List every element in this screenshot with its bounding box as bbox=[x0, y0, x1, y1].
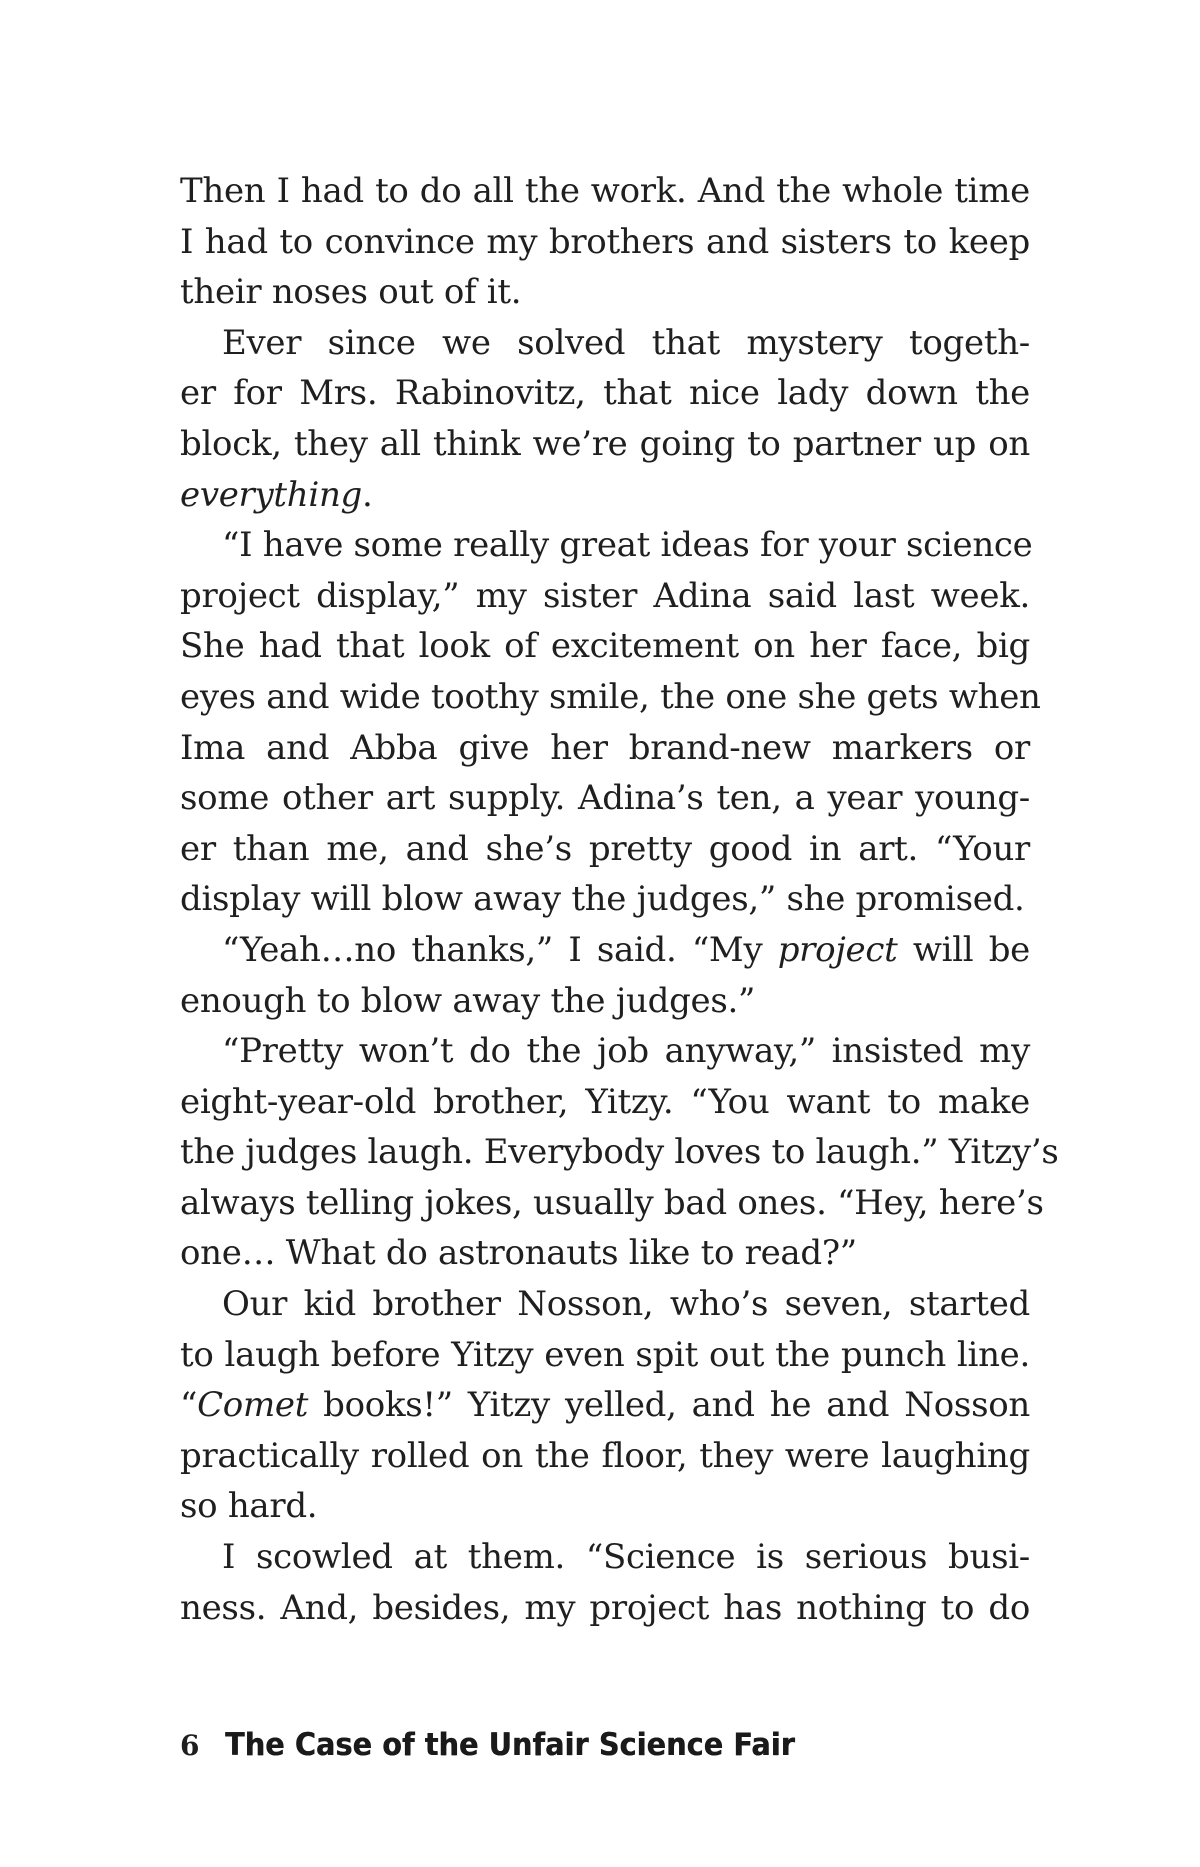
text-line bbox=[180, 824, 1030, 875]
text-run: er for Mrs. Rabinovitz, that nice lady down the bbox=[180, 373, 1030, 414]
text-line bbox=[180, 470, 1030, 521]
text-run: “ bbox=[180, 1385, 198, 1426]
text-run: books!” Yitzy yelled, and he and Nosson bbox=[308, 1385, 1030, 1426]
text-run: the judges laugh. Everybody loves to laugh.” Yitzy’s bbox=[180, 1132, 1059, 1173]
text-line bbox=[180, 1228, 1030, 1279]
text-line bbox=[180, 1380, 1030, 1431]
page-number: 6 bbox=[180, 1729, 200, 1762]
text-run: Then I had to do all the work. And the whole time bbox=[180, 171, 1030, 211]
text-run: She had that look of excitement on her face, big bbox=[180, 626, 1030, 667]
text-run: block, they all think we’re going to partner up on bbox=[180, 423, 1030, 464]
text-run: will be bbox=[897, 929, 1031, 970]
text-run: ness. And, besides, my project has nothing to do bbox=[180, 1587, 1030, 1628]
text-line bbox=[180, 621, 1030, 672]
text-line bbox=[180, 1583, 1030, 1634]
paragraph bbox=[180, 520, 1041, 925]
text-run: “I have some really great ideas for your science bbox=[222, 525, 1033, 566]
text-line bbox=[180, 1330, 1030, 1381]
paragraph bbox=[180, 1026, 1059, 1279]
text-line bbox=[180, 318, 1030, 369]
text-line bbox=[180, 520, 1033, 571]
text-run: project display,” my sister Adina said last week. bbox=[180, 575, 1030, 616]
text-line bbox=[180, 925, 1030, 976]
text-run: to laugh before Yitzy even spit out the punch line. bbox=[180, 1334, 1030, 1375]
text-line bbox=[180, 571, 1030, 622]
text-run: some other art supply. Adina’s ten, a year young- bbox=[180, 778, 1030, 819]
text-line bbox=[180, 267, 1030, 318]
text-line bbox=[180, 1026, 1030, 1077]
text-line bbox=[180, 1279, 1030, 1330]
paragraph bbox=[180, 925, 1030, 1026]
text-line bbox=[180, 1077, 1030, 1128]
text-run: eight-year-old brother, Yitzy. “You want to make bbox=[180, 1081, 1030, 1122]
italic-text: Comet bbox=[197, 1385, 309, 1426]
text-run: . bbox=[362, 474, 373, 515]
text-run: “Yeah…no thanks,” I said. “My bbox=[222, 929, 778, 970]
text-run: eyes and wide toothy smile, the one she gets when bbox=[180, 676, 1041, 717]
text-run: so hard. bbox=[180, 1486, 318, 1527]
text-line bbox=[180, 1127, 1059, 1178]
body-text bbox=[180, 166, 1059, 1633]
text-run: I had to convince my brothers and sisters to keep bbox=[180, 221, 1030, 262]
paragraph bbox=[180, 1279, 1030, 1532]
paragraph bbox=[180, 318, 1030, 520]
text-line bbox=[180, 1178, 1044, 1229]
text-line bbox=[180, 1532, 1030, 1583]
text-line bbox=[180, 672, 1041, 723]
text-run: “Pretty won’t do the job anyway,” insisted my bbox=[222, 1031, 1030, 1072]
page-footer bbox=[180, 1727, 845, 1777]
text-line bbox=[180, 1481, 1030, 1532]
text-line bbox=[180, 1431, 1030, 1482]
text-line bbox=[180, 166, 1030, 217]
text-run: Ever since we solved that mystery togeth- bbox=[222, 322, 1030, 363]
running-title: The Case of the Unfair Science Fair bbox=[225, 1727, 796, 1763]
paragraph bbox=[180, 166, 1030, 318]
text-run: enough to blow away the judges.” bbox=[180, 980, 756, 1021]
text-run: I scowled at them. “Science is serious busi- bbox=[222, 1537, 1030, 1578]
text-run: one… What do astronauts like to read?” bbox=[180, 1233, 857, 1274]
text-run: practically rolled on the floor, they were laughing bbox=[180, 1435, 1030, 1476]
text-line bbox=[180, 723, 1030, 774]
text-line bbox=[180, 773, 1030, 824]
text-run: er than me, and she’s pretty good in art. “Your bbox=[180, 828, 1030, 869]
text-line bbox=[180, 976, 1030, 1027]
text-line bbox=[180, 419, 1030, 470]
text-line bbox=[180, 217, 1030, 268]
text-line bbox=[180, 874, 1030, 925]
text-run: their noses out of it. bbox=[180, 272, 522, 313]
text-run: display will blow away the judges,” she promised. bbox=[180, 879, 1025, 920]
italic-text: everything bbox=[180, 474, 363, 515]
italic-text: project bbox=[777, 929, 898, 970]
text-run: Ima and Abba give her brand-new markers or bbox=[180, 727, 1030, 768]
text-run: always telling jokes, usually bad ones. “Hey, here’s bbox=[180, 1182, 1044, 1223]
text-line bbox=[180, 368, 1030, 419]
paragraph bbox=[180, 1532, 1030, 1633]
text-run: Our kid brother Nosson, who’s seven, started bbox=[222, 1284, 1030, 1325]
